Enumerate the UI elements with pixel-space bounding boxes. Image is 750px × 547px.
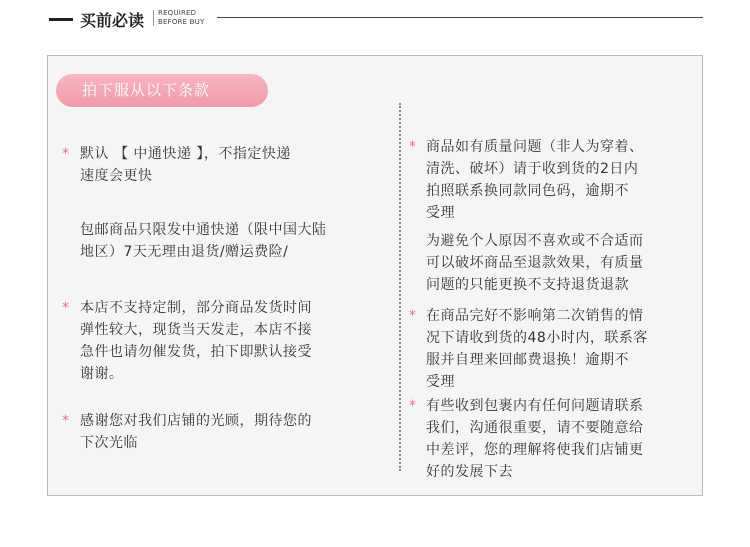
header-dash <box>49 18 73 21</box>
section-subtitle <box>158 9 204 27</box>
term-contact-us: 有些收到包裹内有任何问题请联系 我们，沟通很重要，请不要随意给 中差评，您的理解将使我们店铺更 好的发展下去 <box>426 398 644 480</box>
bullet-star-icon: * <box>62 413 69 429</box>
bullet-star-icon: * <box>409 139 416 155</box>
term-no-custom-orders: 本店不支持定制，部分商品发货时间 弹性较大，现货当天发走，本店不接 急件也请勿催发货，拍下即默认接受 谢谢。 <box>80 300 312 382</box>
term-free-shipping: 包邮商品只限发中通快递（限中国大陆 地区）7天无理由退货/赠运费险/ <box>80 222 327 260</box>
header-rule <box>217 17 703 18</box>
header-divider <box>153 10 154 26</box>
bullet-star-icon: * <box>409 398 416 414</box>
term-exchange-48h: 在商品完好不影响第二次销售的情 况下请收到货的48小时内，联系客 服并自理来回邮费退换！逾期不 受理 <box>426 308 648 390</box>
section-title: 买前必读 <box>80 11 145 30</box>
bullet-star-icon: * <box>62 300 69 316</box>
bullet-star-icon: * <box>409 308 416 324</box>
bullet-star-icon: * <box>62 146 69 162</box>
term-thanks: 感谢您对我们店铺的光顾，期待您的 下次光临 <box>80 413 312 451</box>
term-no-refund: 为避免个人原因不喜欢或不合适而 可以破坏商品至退款效果，有质量 问题的只能更换不支持退货退款 <box>426 233 644 293</box>
term-quality-issues: 商品如有质量问题（非人为穿着、 清洗、破坏）请于收到货的2日内 拍照联系换同款同色码，逾期不 受理 <box>426 139 644 221</box>
column-divider <box>399 103 401 471</box>
subtitle-line-2: BEFORE BUY <box>158 18 205 26</box>
term-shipping-courier: 默认 【 中通快递 】，不指定快递 速度会更快 <box>80 146 291 184</box>
terms-badge: 拍下服从以下条款 <box>56 74 268 107</box>
subtitle-line-1: REQUIRED <box>158 9 197 17</box>
